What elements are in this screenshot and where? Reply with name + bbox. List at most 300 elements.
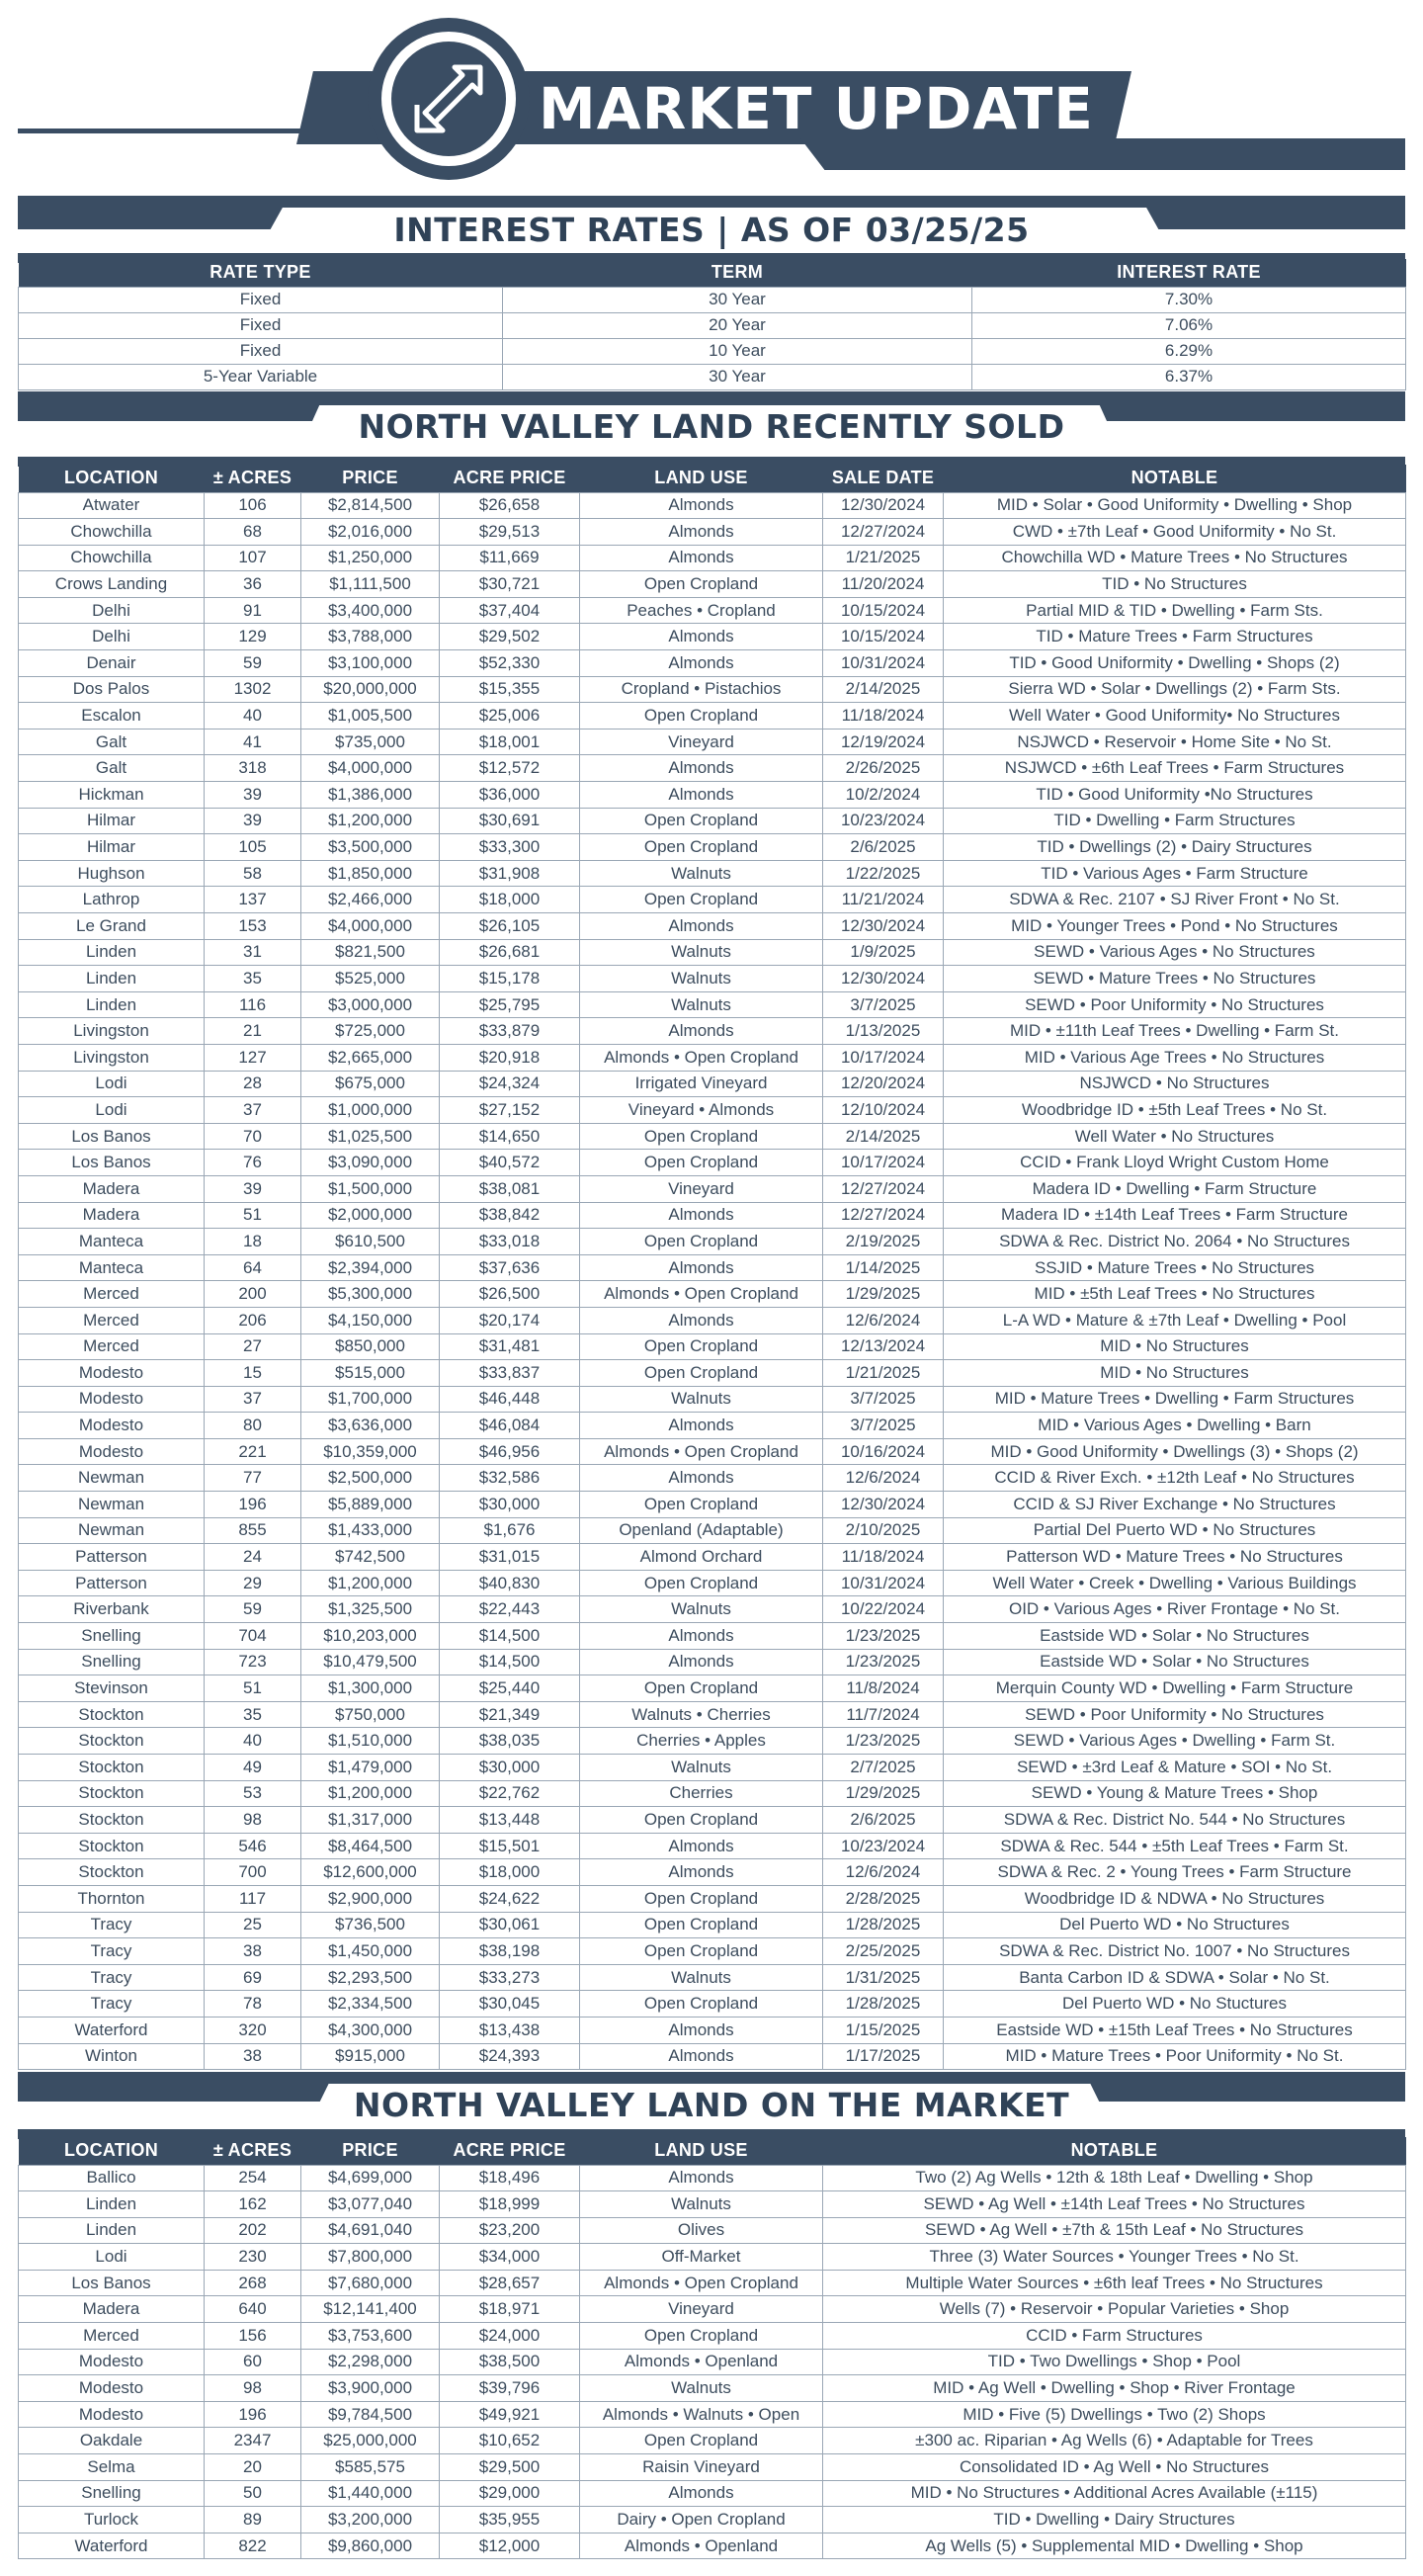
table-cell: Cropland • Pistachios — [580, 676, 823, 703]
table-cell: Merced — [19, 2323, 205, 2350]
table-cell: NSJWCD • ±6th Leaf Trees • Farm Structures — [944, 755, 1406, 782]
table-cell: $750,000 — [301, 1701, 440, 1728]
table-row — [19, 2401, 1406, 2428]
table-row — [19, 2244, 1406, 2271]
table-row — [19, 860, 1406, 887]
table-cell: Multiple Water Sources • ±6th leaf Trees • No Structures — [823, 2270, 1406, 2296]
table-cell: 546 — [205, 1833, 301, 1859]
table-cell: 2/14/2025 — [823, 676, 944, 703]
on-market-banner — [18, 2072, 1405, 2133]
table-cell: 12/6/2024 — [823, 1307, 944, 1333]
table-cell: TID • Two Dwellings • Shop • Pool — [823, 2349, 1406, 2375]
table-row — [19, 1044, 1406, 1071]
table-cell: $29,000 — [440, 2480, 580, 2507]
table-cell: $27,152 — [440, 1097, 580, 1124]
table-cell: Stockton — [19, 1701, 205, 1728]
table-cell: $24,000 — [440, 2323, 580, 2350]
table-cell: Open Cropland — [580, 1885, 823, 1912]
table-cell: 51 — [205, 1202, 301, 1229]
table-cell: 1302 — [205, 676, 301, 703]
column-header: LAND USE — [580, 465, 823, 492]
table-row — [19, 755, 1406, 782]
table-cell: $1,440,000 — [301, 2480, 440, 2507]
table-cell: $25,000,000 — [301, 2428, 440, 2454]
table-cell: Almonds • Open Cropland — [580, 1281, 823, 1308]
table-cell: $23,200 — [440, 2217, 580, 2244]
table-cell: Walnuts — [580, 1596, 823, 1623]
table-cell: 38 — [205, 2043, 301, 2070]
table-cell: 12/6/2024 — [823, 1859, 944, 1886]
table-row — [19, 2480, 1406, 2507]
table-cell: $36,000 — [440, 782, 580, 809]
column-header: ± ACRES — [205, 2137, 301, 2165]
table-row — [19, 1938, 1406, 1965]
table-cell: MID • Mature Trees • Dwelling • Farm Structures — [944, 1386, 1406, 1413]
table-cell: TID • Dwellings (2) • Dairy Structures — [944, 834, 1406, 861]
table-cell: $25,006 — [440, 703, 580, 730]
table-cell: $20,918 — [440, 1044, 580, 1071]
table-cell: $1,300,000 — [301, 1675, 440, 1702]
table-cell: 20 Year — [503, 312, 972, 338]
table-row — [19, 1202, 1406, 1229]
table-cell: Modesto — [19, 2375, 205, 2402]
table-cell: 1/29/2025 — [823, 1281, 944, 1308]
table-cell: $7,680,000 — [301, 2270, 440, 2296]
table-cell: 162 — [205, 2191, 301, 2218]
table-cell: SDWA & Rec. 2 • Young Trees • Farm Structure — [944, 1859, 1406, 1886]
table-cell: $11,669 — [440, 545, 580, 571]
table-cell: $38,198 — [440, 1938, 580, 1965]
table-cell: Two (2) Ag Wells • 12th & 18th Leaf • Dwelling • Shop — [823, 2165, 1406, 2191]
table-cell: 77 — [205, 1465, 301, 1492]
table-row — [19, 1755, 1406, 1781]
table-row — [19, 2017, 1406, 2043]
table-cell: $1,450,000 — [301, 1938, 440, 1965]
table-cell: $31,908 — [440, 860, 580, 887]
table-cell: 3/7/2025 — [823, 1413, 944, 1439]
table-cell: Openland (Adaptable) — [580, 1517, 823, 1544]
table-cell: L-A WD • Mature & ±7th Leaf • Dwelling • Pool — [944, 1307, 1406, 1333]
table-cell: 1/31/2025 — [823, 1964, 944, 1991]
table-cell: Linden — [19, 991, 205, 1018]
table-row — [19, 1492, 1406, 1518]
table-cell: Eastside WD • ±15th Leaf Trees • No Structures — [944, 2017, 1406, 2043]
table-cell: MID • No Structures • Additional Acres Available (±115) — [823, 2480, 1406, 2507]
table-cell: 20 — [205, 2454, 301, 2481]
table-cell: Merquin County WD • Dwelling • Farm Structure — [944, 1675, 1406, 1702]
table-cell: MID • Ag Well • Dwelling • Shop • River Frontage — [823, 2375, 1406, 2402]
table-row — [19, 2323, 1406, 2350]
table-cell: Lodi — [19, 1071, 205, 1097]
table-cell: $4,300,000 — [301, 2017, 440, 2043]
table-cell: $30,045 — [440, 1991, 580, 2018]
table-row — [19, 545, 1406, 571]
table-cell: MID • Solar • Good Uniformity • Dwelling • Shop — [944, 492, 1406, 519]
table-row — [19, 1175, 1406, 1202]
table-cell: Almonds — [580, 1307, 823, 1333]
table-row — [19, 364, 1406, 389]
table-cell: $33,273 — [440, 1964, 580, 1991]
table-cell: 40 — [205, 1728, 301, 1755]
table-cell: $10,203,000 — [301, 1623, 440, 1650]
table-cell: $2,000,000 — [301, 1202, 440, 1229]
table-cell: Delhi — [19, 624, 205, 650]
table-cell: 7.30% — [972, 287, 1406, 312]
table-cell: Almonds — [580, 2043, 823, 2070]
table-cell: 39 — [205, 1175, 301, 1202]
table-cell: Tracy — [19, 1912, 205, 1938]
table-cell: Walnuts — [580, 1964, 823, 1991]
table-cell: $3,200,000 — [301, 2507, 440, 2533]
column-header: RATE TYPE — [19, 259, 503, 287]
table-cell: Woodbridge ID & NDWA • No Structures — [944, 1885, 1406, 1912]
table-cell: Los Banos — [19, 2270, 205, 2296]
table-row — [19, 1071, 1406, 1097]
table-cell: 10/22/2024 — [823, 1596, 944, 1623]
table-cell: $13,448 — [440, 1807, 580, 1834]
table-cell: $29,502 — [440, 624, 580, 650]
table-cell: Stockton — [19, 1807, 205, 1834]
table-cell: $1,700,000 — [301, 1386, 440, 1413]
table-row — [19, 1596, 1406, 1623]
table-cell: 3/7/2025 — [823, 991, 944, 1018]
table-cell: $1,111,500 — [301, 571, 440, 598]
table-cell: Open Cropland — [580, 2323, 823, 2350]
table-cell: $2,665,000 — [301, 1044, 440, 1071]
table-cell: 41 — [205, 729, 301, 755]
table-cell: 196 — [205, 1492, 301, 1518]
table-cell: 320 — [205, 2017, 301, 2043]
table-cell: Los Banos — [19, 1123, 205, 1150]
table-cell: 11/20/2024 — [823, 571, 944, 598]
table-cell: Open Cropland — [580, 1938, 823, 1965]
table-cell: 12/30/2024 — [823, 492, 944, 519]
table-cell: MID • Mature Trees • Poor Uniformity • No St. — [944, 2043, 1406, 2070]
table-cell: Merced — [19, 1281, 205, 1308]
table-cell: Crows Landing — [19, 571, 205, 598]
table-cell: 27 — [205, 1333, 301, 1360]
table-cell: Olives — [580, 2217, 823, 2244]
column-header: PRICE — [301, 465, 440, 492]
table-cell: Tracy — [19, 1964, 205, 1991]
table-cell: $585,575 — [301, 2454, 440, 2481]
table-cell: 117 — [205, 1885, 301, 1912]
table-cell: 2/25/2025 — [823, 1938, 944, 1965]
table-cell: $4,000,000 — [301, 755, 440, 782]
table-cell: Galt — [19, 729, 205, 755]
table-cell: $28,657 — [440, 2270, 580, 2296]
table-cell: $4,150,000 — [301, 1307, 440, 1333]
table-cell: Almonds — [580, 2017, 823, 2043]
table-cell: 200 — [205, 1281, 301, 1308]
table-cell: 12/27/2024 — [823, 1202, 944, 1229]
table-row — [19, 571, 1406, 598]
table-row — [19, 650, 1406, 677]
table-cell: Winton — [19, 2043, 205, 2070]
table-cell: 2/7/2025 — [823, 1755, 944, 1781]
table-cell: $33,837 — [440, 1360, 580, 1387]
table-cell: $15,355 — [440, 676, 580, 703]
table-cell: Stockton — [19, 1833, 205, 1859]
table-cell: 1/29/2025 — [823, 1780, 944, 1807]
table-row — [19, 2533, 1406, 2559]
table-row — [19, 1150, 1406, 1176]
table-cell: Turlock — [19, 2507, 205, 2533]
table-cell: $3,400,000 — [301, 597, 440, 624]
table-cell: 68 — [205, 519, 301, 546]
table-cell: Stockton — [19, 1780, 205, 1807]
table-cell: Eastside WD • Solar • No Structures — [944, 1623, 1406, 1650]
table-cell: $10,359,000 — [301, 1438, 440, 1465]
column-header: TERM — [503, 259, 972, 287]
table-cell: SEWD • Ag Well • ±7th & 15th Leaf • No Structures — [823, 2217, 1406, 2244]
table-cell: 12/6/2024 — [823, 1465, 944, 1492]
table-cell: 35 — [205, 966, 301, 992]
table-cell: $15,501 — [440, 1833, 580, 1859]
table-cell: 76 — [205, 1150, 301, 1176]
table-cell: $18,496 — [440, 2165, 580, 2191]
table-row — [19, 1517, 1406, 1544]
table-cell: $9,784,500 — [301, 2401, 440, 2428]
table-cell: Hickman — [19, 782, 205, 809]
table-cell: Open Cropland — [580, 1333, 823, 1360]
table-cell: 153 — [205, 913, 301, 940]
table-cell: Fixed — [19, 312, 503, 338]
table-cell: 25 — [205, 1912, 301, 1938]
column-header: ACRE PRICE — [440, 465, 580, 492]
table-cell: $29,500 — [440, 2454, 580, 2481]
table-cell: Irrigated Vineyard — [580, 1071, 823, 1097]
table-cell: Oakdale — [19, 2428, 205, 2454]
table-cell: 2/26/2025 — [823, 755, 944, 782]
table-cell: $1,479,000 — [301, 1755, 440, 1781]
table-cell: TID • Good Uniformity • Dwelling • Shops (2) — [944, 650, 1406, 677]
table-row — [19, 1728, 1406, 1755]
table-cell: Madera ID • ±14th Leaf Trees • Farm Structure — [944, 1202, 1406, 1229]
table-cell: $1,250,000 — [301, 545, 440, 571]
table-cell: $18,001 — [440, 729, 580, 755]
table-cell: Raisin Vineyard — [580, 2454, 823, 2481]
table-cell: 2/6/2025 — [823, 834, 944, 861]
table-row — [19, 1701, 1406, 1728]
table-cell: Almonds — [580, 1833, 823, 1859]
table-cell: Almonds • Walnuts • Open — [580, 2401, 823, 2428]
table-cell: $21,349 — [440, 1701, 580, 1728]
table-cell: TID • Mature Trees • Farm Structures — [944, 624, 1406, 650]
table-cell: Well Water • Creek • Dwelling • Various Buildings — [944, 1570, 1406, 1596]
table-cell: 2/6/2025 — [823, 1807, 944, 1834]
table-cell: $9,860,000 — [301, 2533, 440, 2559]
table-cell: Almonds — [580, 545, 823, 571]
table-cell: $850,000 — [301, 1333, 440, 1360]
table-cell: 18 — [205, 1229, 301, 1255]
table-cell: $46,084 — [440, 1413, 580, 1439]
table-cell: Walnuts — [580, 1386, 823, 1413]
table-cell: Walnuts • Cherries — [580, 1701, 823, 1728]
table-cell: CCID & River Exch. • ±12th Leaf • No Structures — [944, 1465, 1406, 1492]
table-cell: 37 — [205, 1097, 301, 1124]
table-cell: 35 — [205, 1701, 301, 1728]
table-cell: $33,879 — [440, 1018, 580, 1045]
table-cell: 12/13/2024 — [823, 1333, 944, 1360]
table-cell: 89 — [205, 2507, 301, 2533]
table-cell: SSJID • Mature Trees • No Structures — [944, 1254, 1406, 1281]
table-cell: 10/23/2024 — [823, 808, 944, 834]
table-cell: $40,572 — [440, 1150, 580, 1176]
table-cell: Chowchilla WD • Mature Trees • No Structures — [944, 545, 1406, 571]
table-row — [19, 2349, 1406, 2375]
table-cell: Stockton — [19, 1755, 205, 1781]
table-cell: Lodi — [19, 1097, 205, 1124]
table-row — [19, 1254, 1406, 1281]
table-row — [19, 312, 1406, 338]
table-cell: $5,300,000 — [301, 1281, 440, 1308]
table-cell: 254 — [205, 2165, 301, 2191]
table-cell: Newman — [19, 1517, 205, 1544]
table-cell: $2,500,000 — [301, 1465, 440, 1492]
table-cell: $1,200,000 — [301, 1780, 440, 1807]
table-cell: Ag Wells (5) • Supplemental MID • Dwelling • Shop — [823, 2533, 1406, 2559]
table-cell: 15 — [205, 1360, 301, 1387]
table-cell: $1,325,500 — [301, 1596, 440, 1623]
table-cell: 268 — [205, 2270, 301, 2296]
column-header: LOCATION — [19, 465, 205, 492]
table-cell: $1,000,000 — [301, 1097, 440, 1124]
table-cell: Livingston — [19, 1018, 205, 1045]
table-cell: Cherries • Apples — [580, 1728, 823, 1755]
table-cell: SDWA & Rec. 544 • ±5th Leaf Trees • Farm St. — [944, 1833, 1406, 1859]
table-cell: Almonds — [580, 1254, 823, 1281]
table-cell: Open Cropland — [580, 1150, 823, 1176]
table-cell: $26,681 — [440, 939, 580, 966]
table-cell: Well Water • Good Uniformity• No Structures — [944, 703, 1406, 730]
table-cell: MID • Good Uniformity • Dwellings (3) • Shops (2) — [944, 1438, 1406, 1465]
table-cell: 64 — [205, 1254, 301, 1281]
table-cell: 38 — [205, 1938, 301, 1965]
table-cell: $30,000 — [440, 1755, 580, 1781]
table-cell: 69 — [205, 1964, 301, 1991]
table-cell: $30,691 — [440, 808, 580, 834]
table-row — [19, 2165, 1406, 2191]
table-cell: $33,018 — [440, 1229, 580, 1255]
table-cell: 1/23/2025 — [823, 1649, 944, 1675]
table-row — [19, 1281, 1406, 1308]
table-row — [19, 1912, 1406, 1938]
column-header: INTEREST RATE — [972, 259, 1406, 287]
table-cell: Selma — [19, 2454, 205, 2481]
table-cell: Thornton — [19, 1885, 205, 1912]
table-cell: 39 — [205, 808, 301, 834]
table-cell: $39,796 — [440, 2375, 580, 2402]
table-cell: $18,971 — [440, 2296, 580, 2323]
table-cell: Madera — [19, 1202, 205, 1229]
table-cell: Walnuts — [580, 1755, 823, 1781]
table-cell: $515,000 — [301, 1360, 440, 1387]
table-cell: Linden — [19, 966, 205, 992]
table-row — [19, 2270, 1406, 2296]
interest-rates-banner — [18, 196, 1405, 253]
table-cell: Partial MID & TID • Dwelling • Farm Sts. — [944, 597, 1406, 624]
table-cell: 21 — [205, 1018, 301, 1045]
table-cell: Almonds — [580, 782, 823, 809]
table-cell: Almonds — [580, 755, 823, 782]
table-cell: $33,300 — [440, 834, 580, 861]
table-cell: $821,500 — [301, 939, 440, 966]
table-cell: 105 — [205, 834, 301, 861]
table-row — [19, 2191, 1406, 2218]
table-row — [19, 338, 1406, 364]
table-cell: Snelling — [19, 2480, 205, 2507]
table-cell: MID • Five (5) Dwellings • Two (2) Shops — [823, 2401, 1406, 2428]
table-cell: 24 — [205, 1544, 301, 1571]
table-cell: Hilmar — [19, 834, 205, 861]
table-cell: $32,586 — [440, 1465, 580, 1492]
table-cell: 196 — [205, 2401, 301, 2428]
table-cell: 7.06% — [972, 312, 1406, 338]
table-cell: Cherries — [580, 1780, 823, 1807]
table-cell: $24,324 — [440, 1071, 580, 1097]
table-row — [19, 624, 1406, 650]
table-cell: $1,200,000 — [301, 808, 440, 834]
table-cell: Open Cropland — [580, 1360, 823, 1387]
table-cell: 12/19/2024 — [823, 729, 944, 755]
table-cell: Almonds • Openland — [580, 2533, 823, 2559]
table-row — [19, 991, 1406, 1018]
table-cell: $40,830 — [440, 1570, 580, 1596]
table-cell: SEWD • ±3rd Leaf & Mature • SOI • No St. — [944, 1755, 1406, 1781]
table-cell: TID • Various Ages • Farm Structure — [944, 860, 1406, 887]
table-row — [19, 2043, 1406, 2070]
table-cell: 2/28/2025 — [823, 1885, 944, 1912]
table-cell: MID • ±5th Leaf Trees • No Structures — [944, 1281, 1406, 1308]
table-row — [19, 1833, 1406, 1859]
table-cell: Dos Palos — [19, 676, 205, 703]
table-cell: 12/30/2024 — [823, 1492, 944, 1518]
table-row — [19, 1097, 1406, 1124]
table-cell: Madera ID • Dwelling • Farm Structure — [944, 1175, 1406, 1202]
table-cell: Riverbank — [19, 1596, 205, 1623]
table-cell: Waterford — [19, 2017, 205, 2043]
table-cell: 10 Year — [503, 338, 972, 364]
table-cell: $1,500,000 — [301, 1175, 440, 1202]
table-cell: $20,174 — [440, 1307, 580, 1333]
table-row — [19, 1465, 1406, 1492]
table-cell: Three (3) Water Sources • Younger Trees • No St. — [823, 2244, 1406, 2271]
table-cell: Snelling — [19, 1623, 205, 1650]
table-cell: Waterford — [19, 2533, 205, 2559]
table-cell: SEWD • Ag Well • ±14th Leaf Trees • No Structures — [823, 2191, 1406, 2218]
table-cell: 1/15/2025 — [823, 2017, 944, 2043]
table-cell: $18,000 — [440, 1859, 580, 1886]
table-cell: Open Cropland — [580, 2428, 823, 2454]
table-cell: $26,658 — [440, 492, 580, 519]
table-cell: $26,105 — [440, 913, 580, 940]
table-cell: 40 — [205, 703, 301, 730]
table-cell: Hilmar — [19, 808, 205, 834]
table-cell: 10/15/2024 — [823, 624, 944, 650]
table-cell: $18,000 — [440, 887, 580, 913]
table-cell: 156 — [205, 2323, 301, 2350]
table-cell: Fixed — [19, 338, 503, 364]
table-row — [19, 1780, 1406, 1807]
header-banner — [0, 0, 1423, 188]
table-cell: 10/17/2024 — [823, 1044, 944, 1071]
table-cell: Snelling — [19, 1649, 205, 1675]
table-row — [19, 913, 1406, 940]
table-cell: 39 — [205, 782, 301, 809]
table-cell: $14,650 — [440, 1123, 580, 1150]
table-cell: 221 — [205, 1438, 301, 1465]
